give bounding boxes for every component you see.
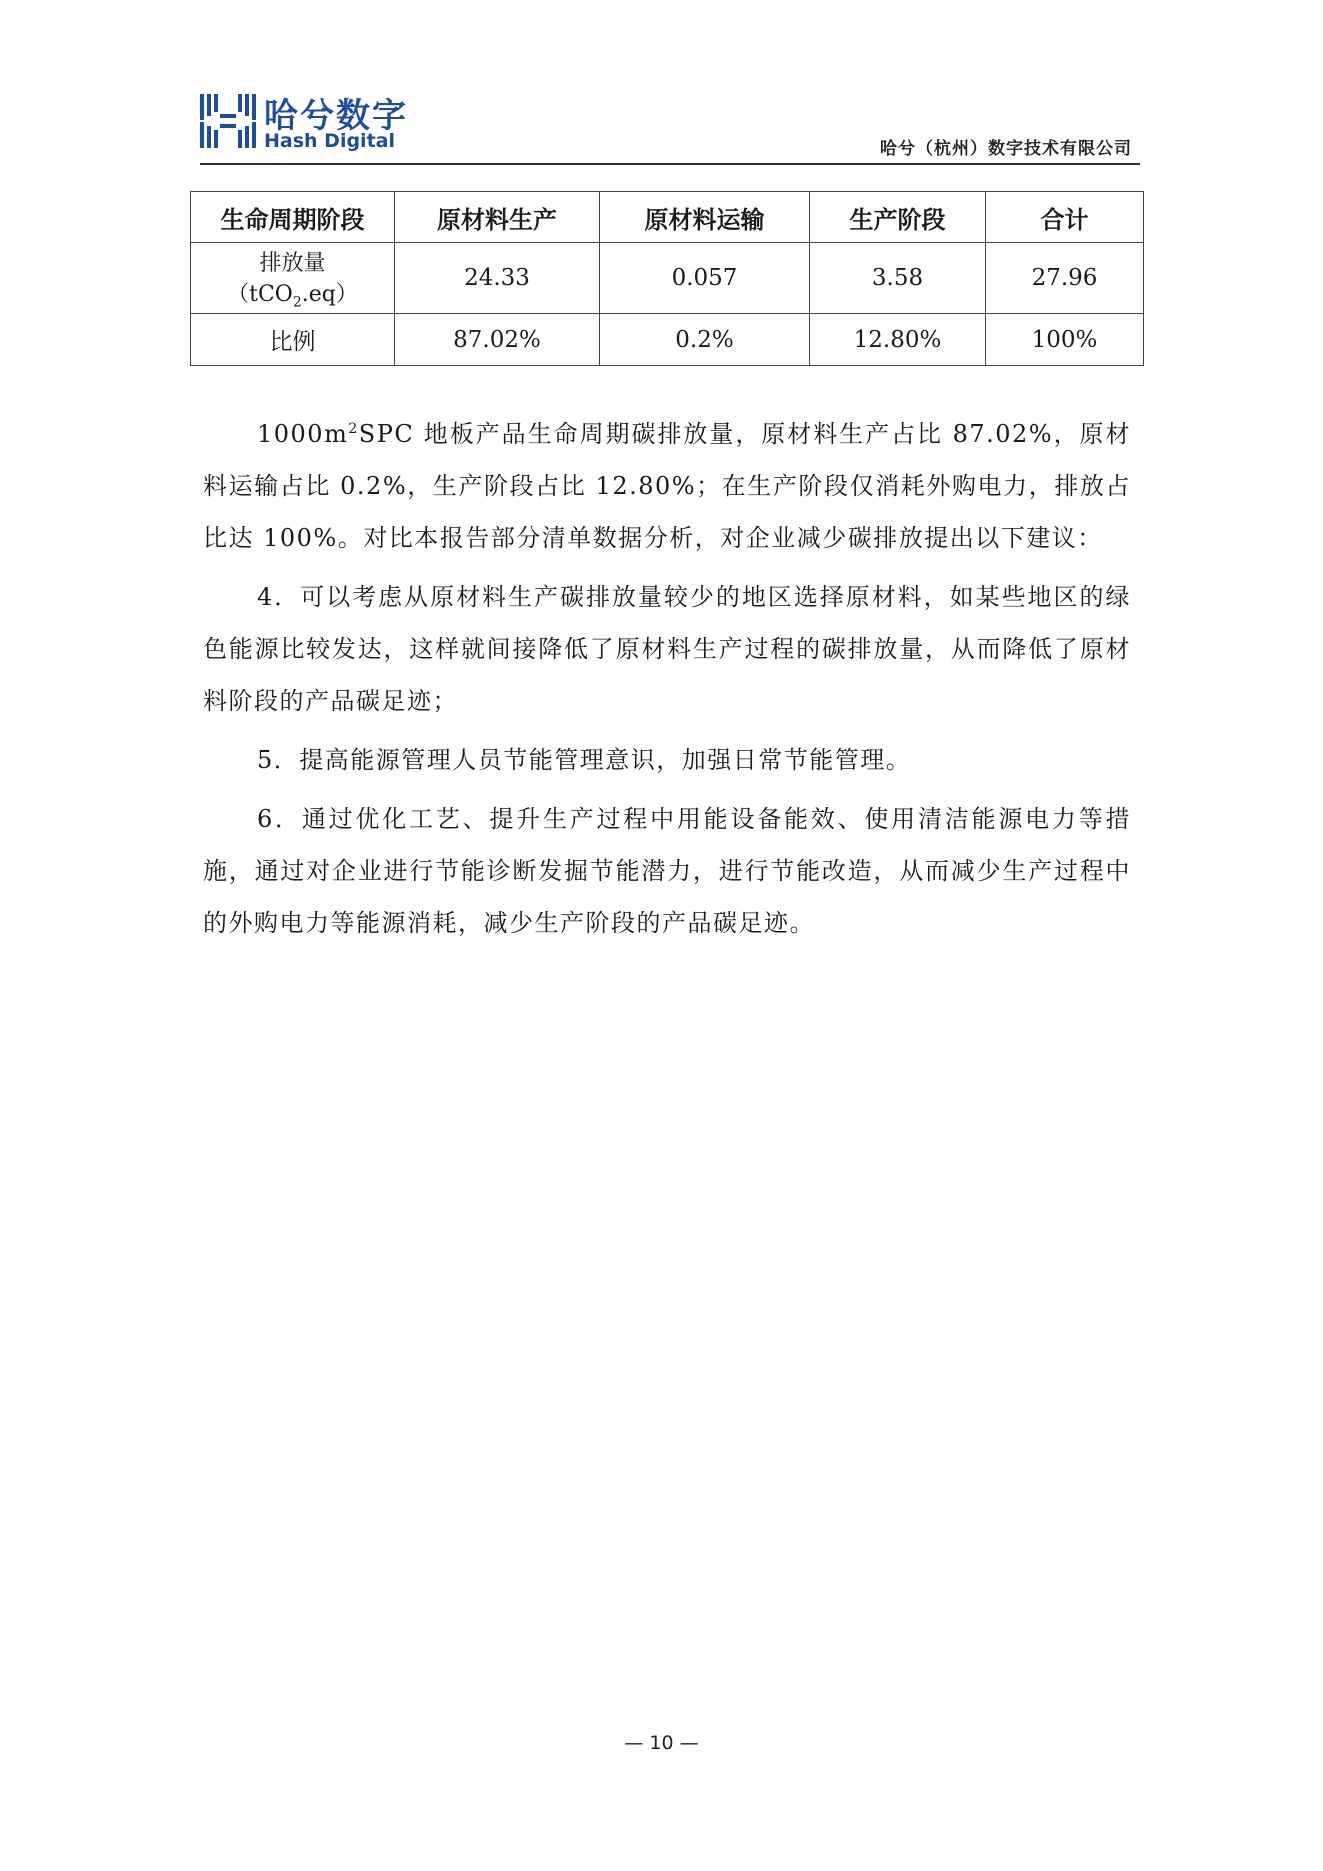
header-cell: 生命周期阶段 xyxy=(191,192,395,243)
page-number: — 10 — xyxy=(624,1732,699,1754)
company-logo xyxy=(200,90,420,154)
header-cell: 原材料生产 xyxy=(395,192,600,243)
body-text xyxy=(203,408,1131,956)
company-name: 哈兮（杭州）数字技术有限公司 xyxy=(880,139,1132,159)
paragraph-recommendation-6: 6．通过优化工艺、提升生产过程中用能设备能效、使用清洁能源电力等措施，通过对企业进行节能诊断发掘节能潜力，进行节能改造，从而减少生产过程中的外购电力等能源消耗，减少生产阶段的产品碳足迹。 xyxy=(203,805,1131,937)
header-cell: 生产阶段 xyxy=(810,192,986,243)
emission-table xyxy=(190,191,1144,366)
table-cell: 12.80% xyxy=(810,314,986,366)
table-cell: 24.33 xyxy=(395,243,600,314)
header-cell: 合计 xyxy=(986,192,1144,243)
row-label-ratio: 比例 xyxy=(191,314,395,366)
header-cell: 原材料运输 xyxy=(600,192,810,243)
table-row-emissions xyxy=(191,243,1144,314)
table-cell: 3.58 xyxy=(810,243,986,314)
table-cell: 0.057 xyxy=(600,243,810,314)
table-cell: 0.2% xyxy=(600,314,810,366)
table-cell: 87.02% xyxy=(395,314,600,366)
hash-digital-logo-icon xyxy=(200,94,256,148)
table-cell: 100% xyxy=(986,314,1144,366)
paragraph-summary: $1000m^2SPC$ 地板产品生命周期碳排放量，原材料生产占比 87.02%，原材料运输占比 0.2%，生产阶段占比 12.80%；在生产阶段仅消耗外购电力，排放占比达 100%。对比本报告部分清单数据分析，对企业减少碳排放提出以下建议： xyxy=(203,420,1131,552)
table-row-ratio xyxy=(191,314,1144,366)
row-label-emissions xyxy=(191,243,395,314)
emission-unit: （tCO$_2$.eq） xyxy=(227,281,358,311)
paragraph-recommendation-4: 4．可以考虑从原材料生产碳排放量较少的地区选择原材料，如某些地区的绿色能源比较发达，这样就间接降低了原材料生产过程的碳排放量，从而降低了原材料阶段的产品碳足迹； xyxy=(203,583,1131,715)
table-header-row xyxy=(191,192,1144,243)
table-cell: 27.96 xyxy=(986,243,1144,314)
emission-label: 排放量 xyxy=(259,250,326,276)
paragraph-recommendation-5: 5．提高能源管理人员节能管理意识，加强日常节能管理。 xyxy=(257,746,912,774)
logo-english-name: Hash Digital xyxy=(264,130,395,152)
header-divider xyxy=(200,163,1140,165)
logo-chinese-name: 哈兮数字 xyxy=(264,96,408,136)
page-header xyxy=(200,90,1140,164)
